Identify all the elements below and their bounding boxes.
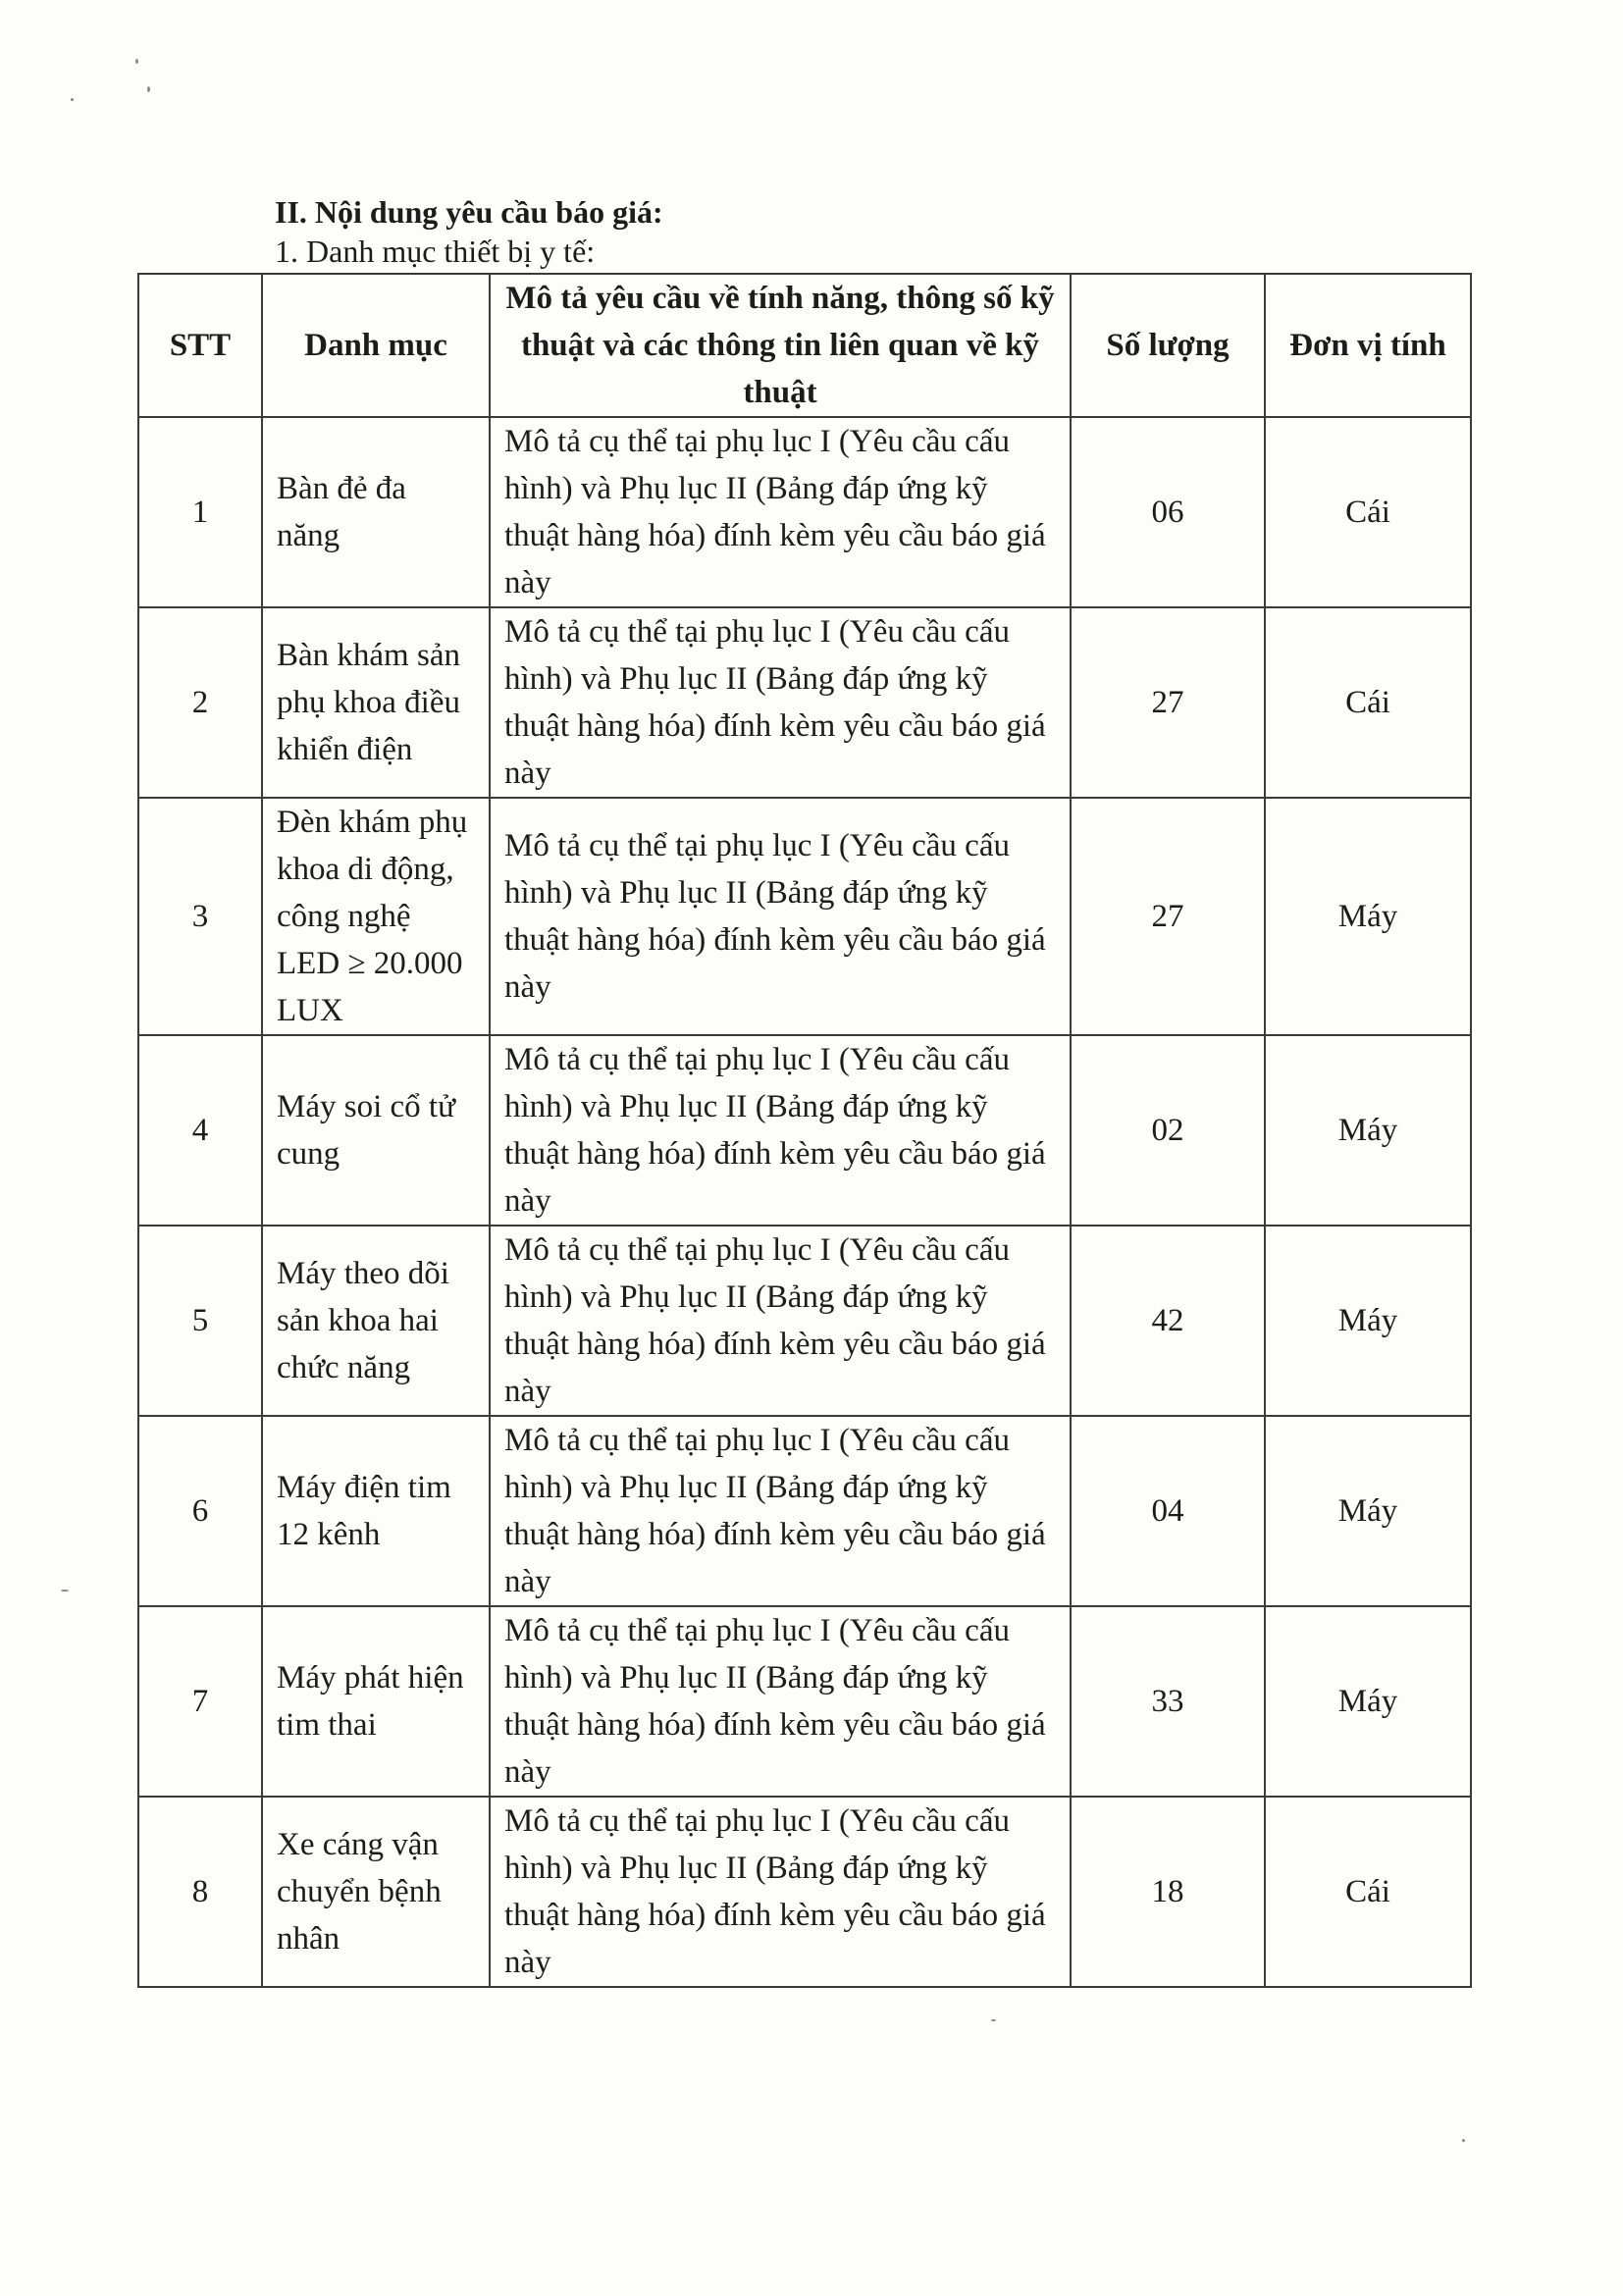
row-stt: 3 [138, 798, 262, 1035]
row-description: Mô tả cụ thể tại phụ lục I (Yêu cầu cấu hình) và Phụ lục II (Bảng đáp ứng kỹ thuật hàng hóa) đính kèm yêu cầu báo giá này [490, 1035, 1071, 1226]
header-stt: STT [138, 274, 262, 417]
scan-speck [61, 1590, 69, 1592]
row-name: Máy theo dõi sản khoa hai chức năng [262, 1226, 490, 1416]
row-name: Bàn đẻ đa năng [262, 417, 490, 607]
header-unit: Đơn vị tính [1265, 274, 1471, 417]
header-quantity: Số lượng [1071, 274, 1265, 417]
row-quantity: 42 [1071, 1226, 1265, 1416]
table-row [138, 607, 1471, 798]
row-quantity: 06 [1071, 417, 1265, 607]
scan-speck [991, 2019, 996, 2021]
section-title: II. Nội dung yêu cầu báo giá: [275, 194, 663, 230]
row-quantity: 18 [1071, 1797, 1265, 1987]
table-row [138, 798, 1471, 1035]
header-name: Danh mục [262, 274, 490, 417]
row-quantity: 27 [1071, 798, 1265, 1035]
scan-speck [147, 86, 150, 92]
row-stt: 7 [138, 1606, 262, 1797]
row-description: Mô tả cụ thể tại phụ lục I (Yêu cầu cấu hình) và Phụ lục II (Bảng đáp ứng kỹ thuật hàng hóa) đính kèm yêu cầu báo giá này [490, 417, 1071, 607]
row-unit: Máy [1265, 1035, 1471, 1226]
row-name: Máy soi cổ tử cung [262, 1035, 490, 1226]
row-description: Mô tả cụ thể tại phụ lục I (Yêu cầu cấu hình) và Phụ lục II (Bảng đáp ứng kỹ thuật hàng hóa) đính kèm yêu cầu báo giá này [490, 1416, 1071, 1606]
row-description: Mô tả cụ thể tại phụ lục I (Yêu cầu cấu hình) và Phụ lục II (Bảng đáp ứng kỹ thuật hàng hóa) đính kèm yêu cầu báo giá này [490, 798, 1071, 1035]
row-name: Xe cáng vận chuyển bệnh nhân [262, 1797, 490, 1987]
row-name: Bàn khám sản phụ khoa điều khiển điện [262, 607, 490, 798]
row-stt: 4 [138, 1035, 262, 1226]
scan-speck [135, 59, 138, 64]
table-row [138, 417, 1471, 607]
row-stt: 1 [138, 417, 262, 607]
header-description: Mô tả yêu cầu về tính năng, thông số kỹ thuật và các thông tin liên quan về kỹ thuật [490, 274, 1071, 417]
row-unit: Máy [1265, 1416, 1471, 1606]
row-unit: Máy [1265, 1606, 1471, 1797]
row-name: Đèn khám phụ khoa di động, công nghệ LED ≥ 20.000 LUX [262, 798, 490, 1035]
row-description: Mô tả cụ thể tại phụ lục I (Yêu cầu cấu hình) và Phụ lục II (Bảng đáp ứng kỹ thuật hàng hóa) đính kèm yêu cầu báo giá này [490, 1226, 1071, 1416]
row-unit: Cái [1265, 1797, 1471, 1987]
row-stt: 2 [138, 607, 262, 798]
table-row [138, 1226, 1471, 1416]
row-stt: 6 [138, 1416, 262, 1606]
row-quantity: 04 [1071, 1416, 1265, 1606]
row-unit: Máy [1265, 1226, 1471, 1416]
row-name: Máy phát hiện tim thai [262, 1606, 490, 1797]
row-quantity: 33 [1071, 1606, 1265, 1797]
row-description: Mô tả cụ thể tại phụ lục I (Yêu cầu cấu hình) và Phụ lục II (Bảng đáp ứng kỹ thuật hàng hóa) đính kèm yêu cầu báo giá này [490, 607, 1071, 798]
row-unit: Máy [1265, 798, 1471, 1035]
scan-speck [71, 98, 74, 101]
table-row [138, 1606, 1471, 1797]
row-quantity: 02 [1071, 1035, 1265, 1226]
subsection-title: 1. Danh mục thiết bị y tế: [275, 234, 596, 269]
table-header-row [138, 274, 1471, 417]
row-name: Máy điện tim 12 kênh [262, 1416, 490, 1606]
table-row [138, 1797, 1471, 1987]
table-row [138, 1416, 1471, 1606]
scan-speck [1462, 2139, 1465, 2142]
row-unit: Cái [1265, 417, 1471, 607]
row-stt: 5 [138, 1226, 262, 1416]
row-quantity: 27 [1071, 607, 1265, 798]
row-description: Mô tả cụ thể tại phụ lục I (Yêu cầu cấu hình) và Phụ lục II (Bảng đáp ứng kỹ thuật hàng hóa) đính kèm yêu cầu báo giá này [490, 1797, 1071, 1987]
table-row [138, 1035, 1471, 1226]
row-stt: 8 [138, 1797, 262, 1987]
equipment-table [137, 273, 1472, 1988]
row-unit: Cái [1265, 607, 1471, 798]
row-description: Mô tả cụ thể tại phụ lục I (Yêu cầu cấu hình) và Phụ lục II (Bảng đáp ứng kỹ thuật hàng hóa) đính kèm yêu cầu báo giá này [490, 1606, 1071, 1797]
